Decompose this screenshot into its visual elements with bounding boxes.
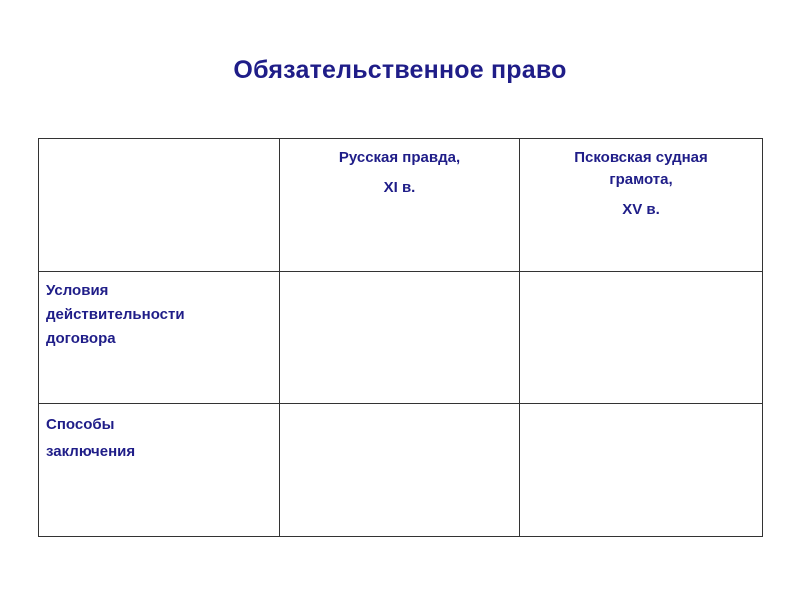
column-header-line: XV в. [622, 201, 660, 218]
row-label-line: заключения [46, 443, 136, 460]
table-cell [520, 404, 763, 537]
comparison-table [38, 138, 763, 537]
table-row [39, 404, 763, 537]
table-cell [280, 404, 520, 537]
row-label-line: Условия [46, 282, 109, 299]
column-header-line: XI в. [383, 179, 416, 196]
column-header-pskovskaya-gramota [520, 139, 763, 272]
table-cell [520, 272, 763, 404]
table-row [39, 272, 763, 404]
column-header-russkaya-pravda [280, 139, 520, 272]
column-header-line: грамота, [609, 171, 673, 188]
row-label-line: Способы [46, 416, 115, 433]
slide-title: Обязательственное право [233, 56, 567, 84]
column-header-line: Псковская судная [574, 149, 708, 166]
table-cell [280, 272, 520, 404]
table-header-row [39, 139, 763, 272]
corner-cell [39, 139, 280, 272]
row-label-sposoby [39, 404, 280, 537]
row-label-line: договора [46, 330, 116, 347]
row-label-line: действительности [46, 306, 185, 323]
row-label-usloviya [39, 272, 280, 404]
column-header-line: Русская правда, [338, 149, 461, 166]
